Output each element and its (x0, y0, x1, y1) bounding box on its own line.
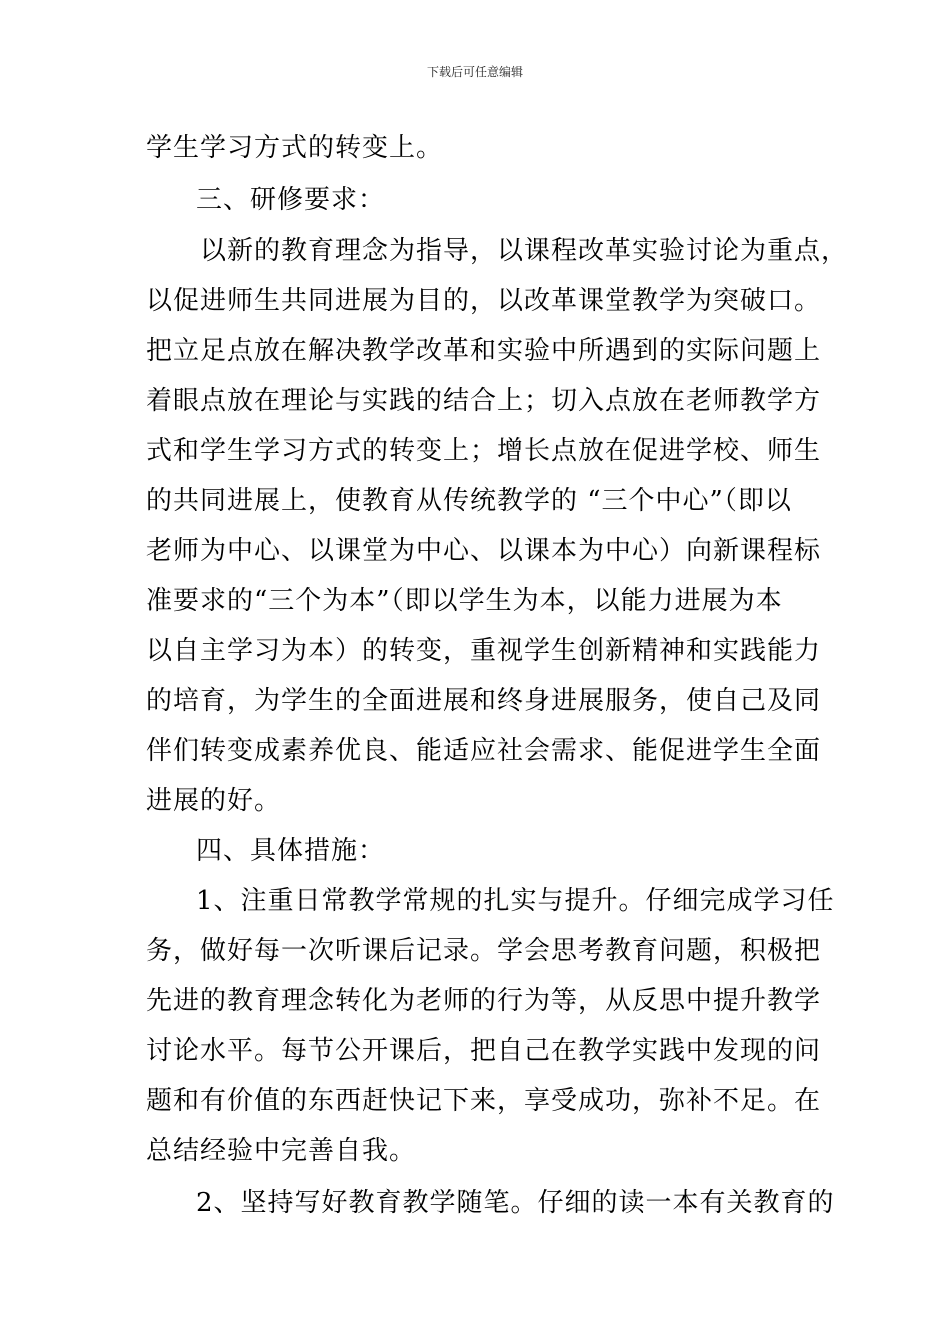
text-line: 伴们转变成素养优良、能适应社会需求、能促进学生全面 (146, 736, 822, 766)
section-heading: 四、具体措施： (196, 836, 386, 866)
page-header: 下载后可任意编辑 (426, 65, 523, 79)
section-heading: 三、研修要求： (196, 185, 386, 215)
text-line: 务，做好每一次听课后记录。学会思考教育问题，积极把 (146, 936, 822, 966)
text-line: 着眼点放在理论与实践的结合上；切入点放在老师教学方 (146, 386, 822, 416)
text-line: 以新的教育理念为指导，以课程改革实验讨论为重点， (200, 236, 849, 266)
text-line: 的培育，为学生的全面进展和终身进展服务，使自己及同 (146, 686, 822, 716)
text-line: 的共同进展上，使教育从传统教学的 “三个中心”（即以 (146, 486, 792, 516)
text-line: 学生学习方式的转变上。 (146, 133, 444, 163)
text-line: 以促进师生共同进展为目的，以改革课堂教学为突破口。 (146, 286, 822, 316)
text-line: 讨论水平。每节公开课后，把自己在教学实践中发现的问 (146, 1036, 822, 1066)
text-line: 老师为中心、以课堂为中心、以课本为中心）向新课程标 (146, 536, 822, 566)
text-line: 总结经验中完善自我。 (146, 1136, 417, 1166)
text-line: 准要求的“三个为本”（即以学生为本，以能力进展为本 (146, 586, 783, 616)
text-line: 先进的教育理念转化为老师的行为等，从反思中提升教学 (146, 986, 822, 1016)
text-line: 1、注重日常教学常规的扎实与提升。仔细完成学习任 (196, 886, 835, 916)
text-line: 题和有价值的东西赶快记下来，享受成功，弥补不足。在 (146, 1086, 822, 1116)
text-line: 2、坚持写好教育教学随笔。仔细的读一本有关教育的 (196, 1188, 835, 1218)
text-line: 把立足点放在解决教学改革和实验中所遇到的实际问题上 (146, 336, 822, 366)
text-line: 式和学生学习方式的转变上；增长点放在促进学校、师生 (146, 436, 822, 466)
text-line: 以自主学习为本）的转变，重视学生创新精神和实践能力 (146, 636, 822, 666)
text-line: 进展的好。 (146, 786, 282, 816)
